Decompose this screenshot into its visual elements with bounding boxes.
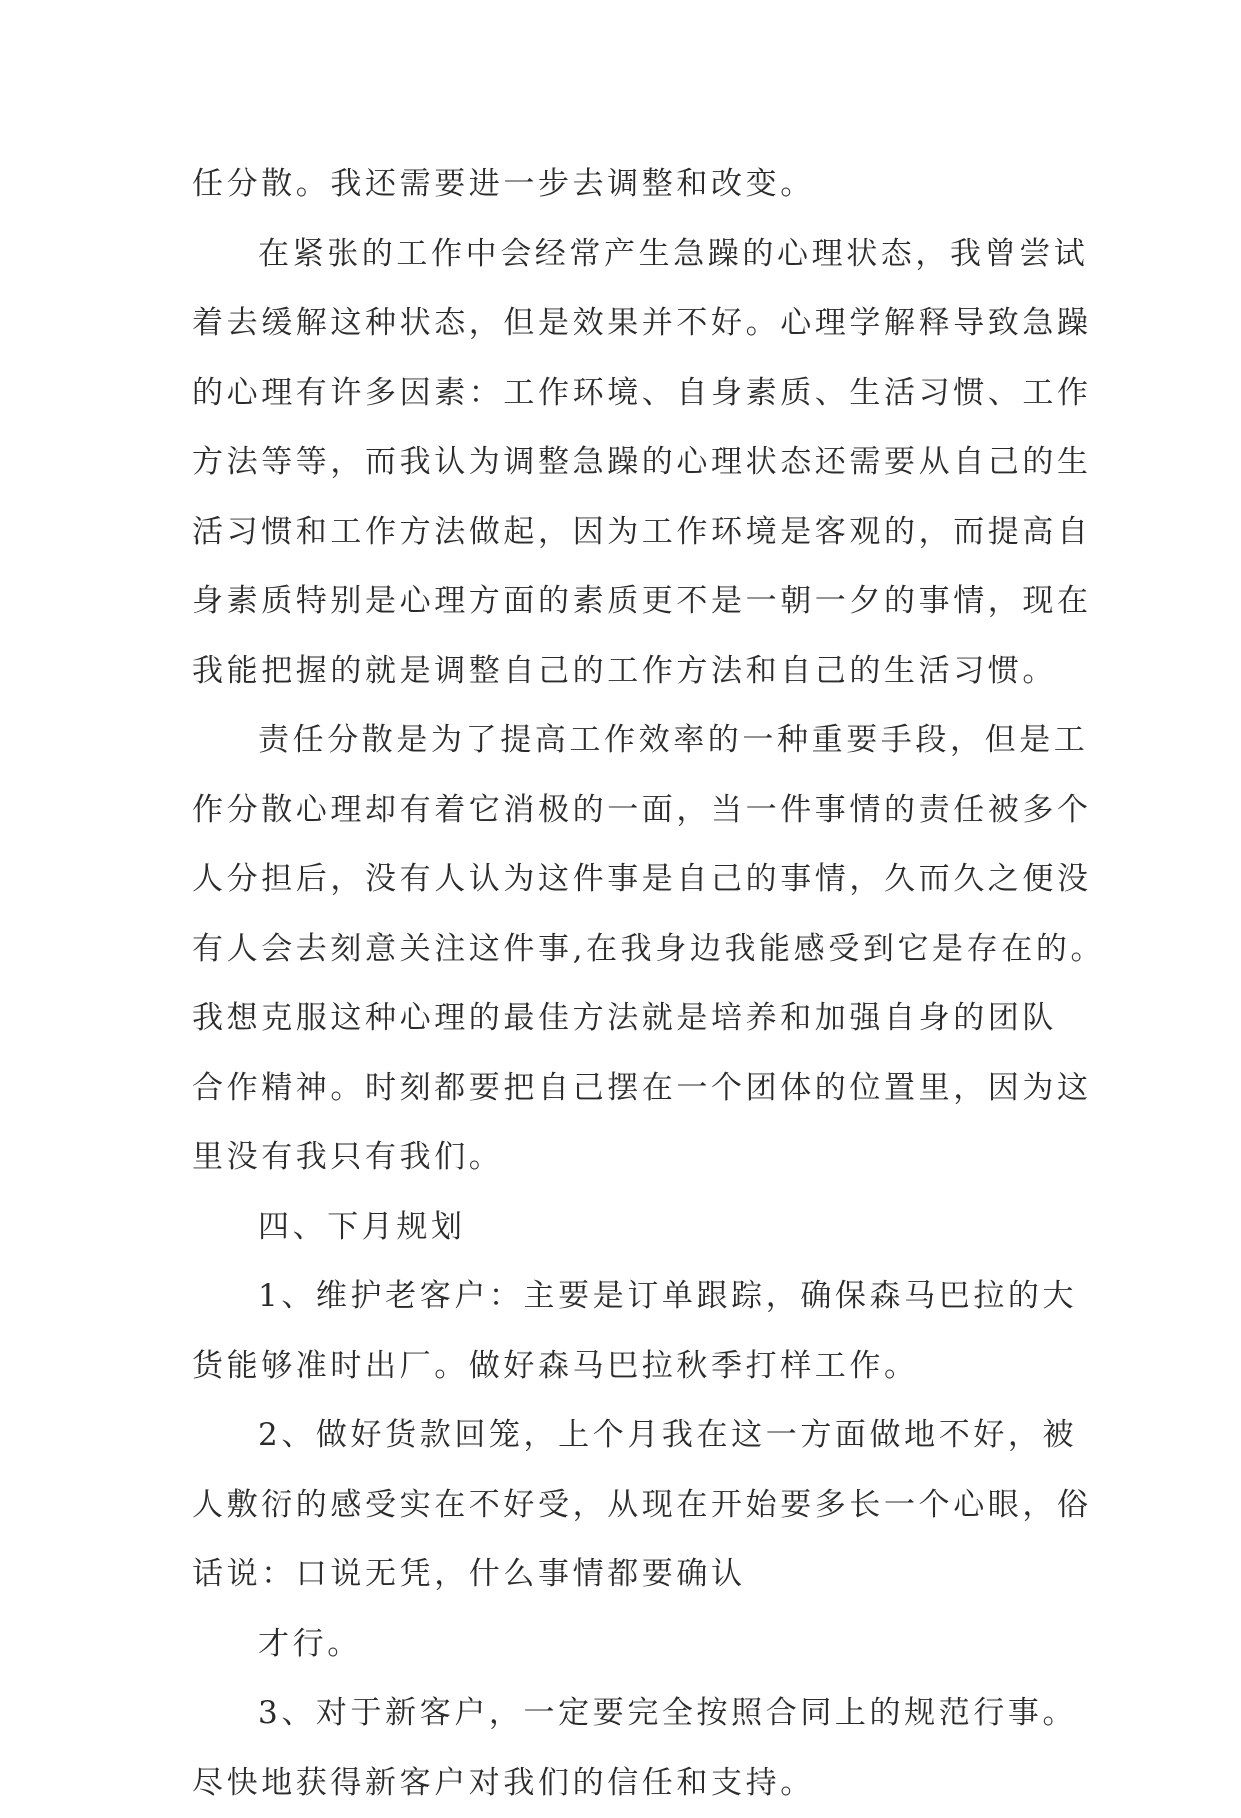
text-line: 在紧张的工作中会经常产生急躁的心理状态，我曾尝试 xyxy=(192,220,1052,290)
text-line: 我能把握的就是调整自己的工作方法和自己的生活习惯。 xyxy=(192,637,1052,707)
text-line: 责任分散是为了提高工作效率的一种重要手段，但是工 xyxy=(192,706,1052,776)
text-line: 2、做好货款回笼，上个月我在这一方面做地不好，被 xyxy=(192,1401,1052,1471)
text-line: 货能够准时出厂。做好森马巴拉秋季打样工作。 xyxy=(192,1332,1052,1402)
text-line: 任分散。我还需要进一步去调整和改变。 xyxy=(192,150,1052,220)
section-heading: 四、下月规划 xyxy=(192,1193,1052,1263)
text-line: 人分担后，没有人认为这件事是自己的事情，久而久之便没 xyxy=(192,845,1052,915)
text-line: 合作精神。时刻都要把自己摆在一个团体的位置里，因为这 xyxy=(192,1054,1052,1124)
text-line: 话说：口说无凭，什么事情都要确认 xyxy=(192,1540,1052,1610)
text-line: 1、维护老客户：主要是订单跟踪，确保森马巴拉的大 xyxy=(192,1262,1052,1332)
text-line: 身素质特别是心理方面的素质更不是一朝一夕的事情，现在 xyxy=(192,567,1052,637)
text-line: 的心理有许多因素：工作环境、自身素质、生活习惯、工作 xyxy=(192,359,1052,429)
text-line: 3、对于新客户，一定要完全按照合同上的规范行事。 xyxy=(192,1679,1052,1749)
text-line: 方法等等，而我认为调整急躁的心理状态还需要从自己的生 xyxy=(192,428,1052,498)
text-line: 活习惯和工作方法做起，因为工作环境是客观的，而提高自 xyxy=(192,498,1052,568)
text-line: 着去缓解这种状态，但是效果并不好。心理学解释导致急躁 xyxy=(192,289,1052,359)
body-text xyxy=(192,150,1052,1818)
text-line: 有人会去刻意关注这件事,在我身边我能感受到它是存在的。 xyxy=(192,915,1052,985)
text-line: 尽快地获得新客户对我们的信任和支持。 xyxy=(192,1749,1052,1818)
text-line: 里没有我只有我们。 xyxy=(192,1123,1052,1193)
text-line: 我想克服这种心理的最佳方法就是培养和加强自身的团队 xyxy=(192,984,1052,1054)
text-line: 人敷衍的感受实在不好受，从现在开始要多长一个心眼，俗 xyxy=(192,1471,1052,1541)
text-line: 才行。 xyxy=(192,1610,1052,1680)
text-line: 作分散心理却有着它消极的一面，当一件事情的责任被多个 xyxy=(192,776,1052,846)
